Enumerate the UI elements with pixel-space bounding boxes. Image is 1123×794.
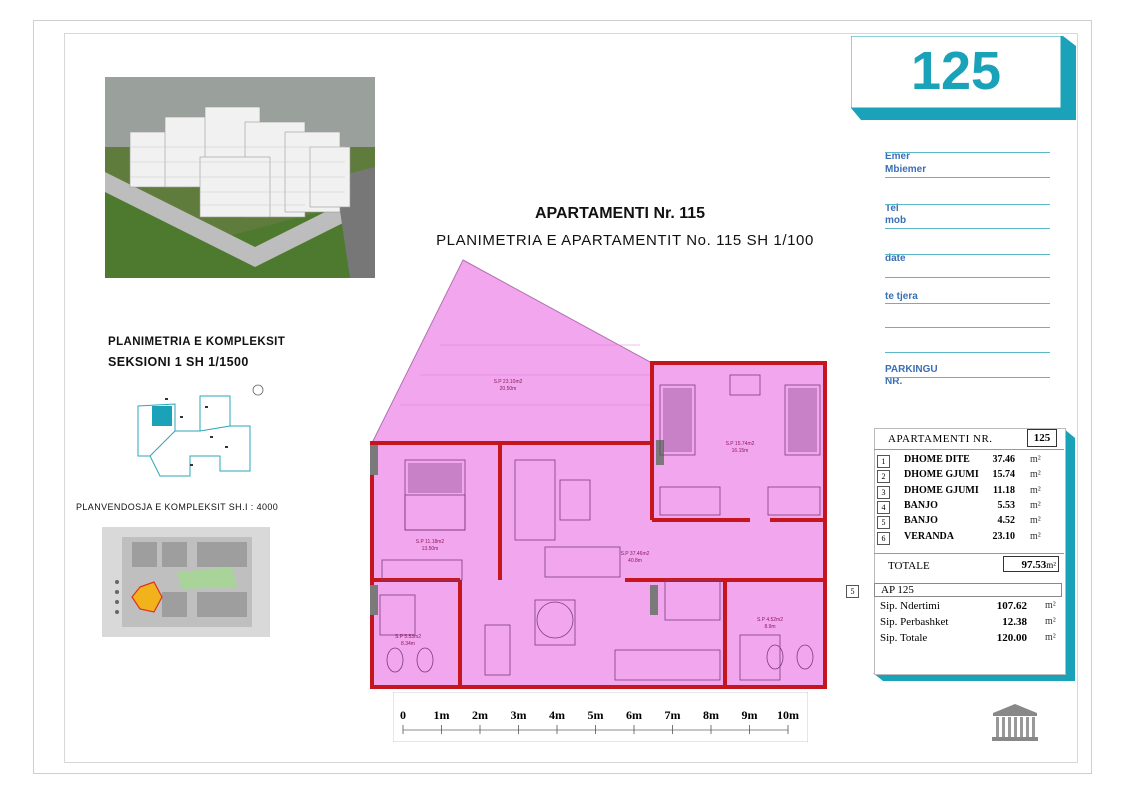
parking-line[interactable]	[885, 377, 1050, 378]
room-unit: m²	[1030, 530, 1041, 542]
veranda-label: S.P 23.10m2	[493, 379, 523, 385]
room-name: DHOME GJUMI	[904, 469, 979, 481]
summary-label: Sip. Ndertimi	[880, 600, 940, 612]
date-label: date	[885, 253, 906, 264]
summary-value: 12.38	[1002, 616, 1027, 628]
row-number: 1	[877, 455, 890, 468]
complex-render-image	[105, 77, 375, 278]
room-unit: m²	[1030, 499, 1041, 511]
surname-label: Mbiemer	[885, 164, 927, 175]
tel-label: Tel	[885, 203, 899, 214]
bedroom1-sublabel: 16.15m	[731, 448, 749, 454]
building-logo-icon	[990, 703, 1040, 743]
site-plan-image	[102, 527, 270, 637]
room-area: 11.18	[993, 484, 1015, 496]
scale-tick-label: 1m	[433, 708, 450, 722]
room-area: 15.74	[992, 469, 1015, 481]
floor-plan-drawing	[360, 255, 830, 695]
row-number: 6	[877, 532, 890, 545]
scale-tick-label: 5m	[587, 708, 604, 722]
other-line-3[interactable]	[885, 352, 1050, 353]
table-header-value: 125	[1027, 429, 1057, 447]
tel-line[interactable]	[885, 204, 1050, 205]
room-name: VERANDA	[904, 530, 954, 542]
summary-value: 107.62	[996, 600, 1027, 612]
scale-tick-label: 9m	[741, 708, 758, 722]
room-area: 37.46	[992, 454, 1015, 465]
room-area: 5.53	[997, 499, 1015, 511]
veranda-sublabel: 20.50m	[499, 386, 517, 392]
living-label: S.P 37.46m2	[620, 551, 650, 557]
room-name: DHOME DITE	[904, 454, 970, 465]
room-unit: m²	[1030, 454, 1041, 465]
scale-tick-label: 2m	[472, 708, 488, 722]
name-line[interactable]	[885, 152, 1050, 153]
room-area: 4.52	[997, 515, 1015, 527]
row-number: 5	[877, 516, 890, 529]
site-plan-heading: PLANVENDOSJA E KOMPLEKSIT SH.I : 4000	[76, 502, 279, 512]
ap-label: AP 125	[874, 583, 1062, 597]
scale-tick-label: 3m	[510, 708, 527, 722]
parking-label: PARKINGU	[885, 364, 938, 375]
scale-tick-label: 10m	[777, 708, 799, 722]
living-sublabel: 40.8m	[628, 558, 642, 564]
table-header-label: APARTAMENTI NR.	[888, 433, 993, 445]
bath2-label: S.P 4.52m2	[756, 617, 784, 623]
other-line[interactable]	[885, 303, 1050, 304]
bath1-label: S.P 5.53m2	[394, 634, 422, 640]
name-label: Emer	[885, 151, 911, 162]
total-label: TOTALE	[888, 560, 930, 572]
row-number: 3	[877, 486, 890, 499]
scale-tick-label: 8m	[703, 708, 719, 722]
scale-tick-label: 4m	[549, 708, 565, 722]
room-name: DHOME GJUMI	[904, 484, 979, 496]
row-number: 2	[877, 470, 890, 483]
room-name: BANJO	[904, 515, 938, 527]
bedroom2-label: S.P 11.18m2	[415, 539, 445, 545]
scale-tick-label: 7m	[664, 708, 681, 722]
date-line-2[interactable]	[885, 277, 1050, 278]
apartment-title: APARTAMENTI Nr. 115	[534, 205, 706, 222]
bath2-sublabel: 8.9m	[764, 624, 776, 630]
total-value	[1003, 556, 1059, 572]
apartment-number: 125	[910, 41, 1002, 101]
mob-label: mob	[885, 215, 907, 226]
room-name: BANJO	[904, 499, 938, 511]
scale-tick-label: 0	[400, 708, 406, 722]
ap-index: 5	[846, 585, 859, 598]
room-area: 23.10	[992, 530, 1015, 542]
summary-unit: m²	[1045, 616, 1056, 627]
other-line-2[interactable]	[885, 327, 1050, 328]
summary-label: Sip. Totale	[880, 632, 928, 644]
table-divider	[874, 449, 1064, 450]
apartment-subtitle: PLANIMETRIA E APARTAMENTIT No. 115 SH 1/100	[436, 232, 814, 249]
bath1-sublabel: 8.34m	[401, 641, 415, 647]
other-label: te tjera	[885, 291, 918, 302]
summary-unit: m²	[1045, 632, 1056, 643]
room-unit: m²	[1030, 515, 1041, 527]
total-number: 97.53	[1021, 559, 1047, 571]
total-unit: m²	[1046, 560, 1056, 570]
table-divider-2	[874, 553, 1064, 554]
complex-plan-heading: PLANIMETRIA E KOMPLEKSIT	[108, 336, 286, 348]
parking-nr-label: NR.	[885, 376, 903, 387]
summary-label: Sip. Perbashket	[880, 616, 949, 628]
mob-line[interactable]	[885, 228, 1050, 229]
room-unit: m²	[1030, 484, 1041, 496]
section-plan-image	[130, 376, 274, 486]
scale-tick-label: 6m	[626, 708, 642, 722]
room-unit: m²	[1030, 469, 1041, 481]
summary-unit: m²	[1045, 600, 1056, 611]
bedroom1-label: S.P 15.74m2	[725, 441, 755, 447]
complex-plan-scale: SEKSIONI 1 SH 1/1500	[108, 355, 249, 369]
summary-value: 120.00	[996, 632, 1027, 644]
surname-line[interactable]	[885, 177, 1050, 178]
scale-bar	[393, 692, 808, 742]
row-number: 4	[877, 501, 890, 514]
date-line[interactable]	[885, 254, 1050, 255]
bedroom2-sublabel: 13.50m	[421, 546, 439, 552]
